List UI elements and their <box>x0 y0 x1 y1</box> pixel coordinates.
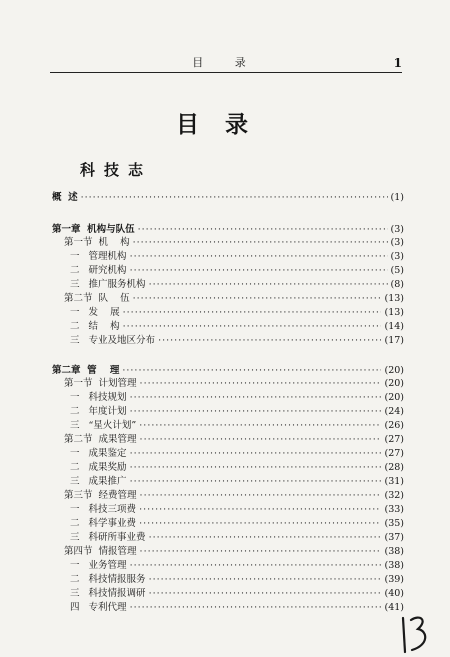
toc-dot-leader <box>133 292 382 306</box>
toc-entry <box>52 320 404 334</box>
toc-entry <box>52 334 404 348</box>
toc-entry-page: (3) <box>390 237 404 248</box>
toc-entry-label: 一 科技三项费 <box>70 504 137 515</box>
toc-entry-page: (28) <box>384 462 404 473</box>
toc-dot-leader <box>123 320 382 334</box>
toc-entry <box>52 377 404 391</box>
toc-entry-label: 一 发 展 <box>70 307 120 318</box>
handwritten-page-mark <box>398 612 432 656</box>
toc-entry-label: 概 述 <box>52 192 78 203</box>
toc-entry-page: (33) <box>384 504 404 515</box>
toc-dot-leader <box>130 601 382 615</box>
toc-dot-leader <box>139 503 381 517</box>
toc-entry-page: (40) <box>384 588 404 599</box>
toc-entry-label: 一 管理机构 <box>70 251 127 262</box>
toc-entry-page: (20) <box>384 365 404 376</box>
toc-entry-label: 二 成果奖励 <box>70 462 127 473</box>
toc-entry <box>52 503 404 517</box>
toc-entry-page: (20) <box>384 378 404 389</box>
toc-dot-leader <box>138 223 388 237</box>
toc-entry-label: 二 科技情报服务 <box>70 574 146 585</box>
toc-dot-leader <box>130 559 382 573</box>
toc-entry <box>52 391 404 405</box>
toc-entry <box>52 278 404 292</box>
toc-entry-label: 第一节 机 构 <box>64 237 130 248</box>
page-title: 目录 <box>176 112 274 138</box>
toc-dot-leader <box>130 250 388 264</box>
toc-entry-label: 第一章 机构与队伍 <box>52 224 135 235</box>
toc-entry-label: 三 成果推广 <box>70 476 127 487</box>
toc-entry-label: 二 研究机构 <box>70 265 127 276</box>
running-header-title: 目 录 <box>192 56 260 69</box>
toc-entry-label: 二 结 构 <box>70 321 120 332</box>
toc-entry-label: 三 推广服务机构 <box>70 279 146 290</box>
toc-entry-label: 第二节 队 伍 <box>64 293 130 304</box>
toc-entry-page: (27) <box>384 448 404 459</box>
toc-dot-leader <box>139 517 381 531</box>
toc-entry <box>52 250 404 264</box>
toc-entry <box>52 587 404 601</box>
toc-entry <box>52 559 404 573</box>
toc-dot-leader <box>130 264 388 278</box>
toc-entry-page: (39) <box>384 574 404 585</box>
toc-entry <box>52 433 404 447</box>
toc-dot-leader <box>130 461 382 475</box>
toc-entry-label: 二 科学事业费 <box>70 518 137 529</box>
toc-entry <box>52 531 404 545</box>
toc-entry-page: (8) <box>390 279 404 290</box>
toc-entry-page: (32) <box>384 490 404 501</box>
toc-dot-leader <box>149 531 382 545</box>
toc-dot-leader <box>158 334 381 348</box>
toc-entry <box>52 191 404 205</box>
toc-entry-page: (26) <box>384 420 404 431</box>
toc-dot-leader <box>122 364 381 378</box>
toc-entry <box>52 419 404 433</box>
toc-dot-leader <box>149 587 382 601</box>
toc-dot-leader <box>133 236 388 250</box>
toc-entry-label: 四 专利代理 <box>70 602 127 613</box>
toc-entry-page: (31) <box>384 476 404 487</box>
toc-entry-page: (38) <box>384 560 404 571</box>
toc-entry <box>52 292 404 306</box>
toc-dot-leader <box>139 419 381 433</box>
toc-entry <box>52 545 404 559</box>
toc-entry-label: 一 成果鉴定 <box>70 448 127 459</box>
toc-entry-page: (13) <box>384 307 404 318</box>
toc-entry-label: 二 年度计划 <box>70 406 127 417</box>
toc-entry-label: 第二章 管 理 <box>52 365 120 376</box>
toc-entry <box>52 405 404 419</box>
toc-entry <box>52 475 404 489</box>
toc-dot-leader <box>130 447 382 461</box>
toc-entry-page: (37) <box>384 532 404 543</box>
toc-entry <box>52 489 404 503</box>
toc-dot-leader <box>130 405 382 419</box>
toc-dot-leader <box>130 391 382 405</box>
toc-entry-page: (20) <box>384 392 404 403</box>
toc-entry-page: (35) <box>384 518 404 529</box>
toc-entry <box>52 517 404 531</box>
toc-dot-leader <box>140 377 382 391</box>
toc-entry-page: (3) <box>390 251 404 262</box>
toc-entry <box>52 364 404 378</box>
toc-entry <box>52 573 404 587</box>
toc-dot-leader <box>81 191 388 205</box>
toc-entry-page: (41) <box>384 602 404 613</box>
toc-entry-label: 三 专业及地区分布 <box>70 335 156 346</box>
toc-dot-leader <box>130 475 382 489</box>
toc-entry-page: (13) <box>384 293 404 304</box>
toc-entry-label: 一 业务管理 <box>70 560 127 571</box>
toc-entry-page: (24) <box>384 406 404 417</box>
toc-dot-leader <box>140 489 382 503</box>
toc-dot-leader <box>140 433 382 447</box>
toc-entry-label: 第一节 计划管理 <box>64 378 137 389</box>
toc-entry <box>52 461 404 475</box>
toc-entry <box>52 447 404 461</box>
toc-entry <box>52 223 404 237</box>
toc-dot-leader <box>140 545 382 559</box>
toc-entry-page: (5) <box>390 265 404 276</box>
toc-entry <box>52 264 404 278</box>
toc-entry <box>52 306 404 320</box>
toc-entry-label: 三 科研所事业费 <box>70 532 146 543</box>
toc-entry-label: 第二节 成果管理 <box>64 434 137 445</box>
toc-dot-leader <box>149 278 388 292</box>
toc-entry <box>52 601 404 615</box>
toc-entry-page: (3) <box>390 224 404 235</box>
toc-entry-label: 三 科技情报调研 <box>70 588 146 599</box>
toc-entry-label: 三 “星火计划” <box>70 420 137 431</box>
running-header <box>50 56 402 73</box>
toc-dot-leader <box>149 573 382 587</box>
section-title: 科技志 <box>80 161 153 179</box>
toc-entry-page: (27) <box>384 434 404 445</box>
toc-entry-page: (14) <box>384 321 404 332</box>
toc-entry-page: (38) <box>384 546 404 557</box>
toc-entry-page: (17) <box>384 335 404 346</box>
page-number: 1 <box>393 56 402 70</box>
toc-entry-label: 一 科技规划 <box>70 392 127 403</box>
toc-entry <box>52 236 404 250</box>
toc-dot-leader <box>123 306 382 320</box>
toc-entry-label: 第四节 情报管理 <box>64 546 137 557</box>
toc-entry-page: (1) <box>390 192 404 203</box>
toc-entry-label: 第三节 经费管理 <box>64 490 137 501</box>
